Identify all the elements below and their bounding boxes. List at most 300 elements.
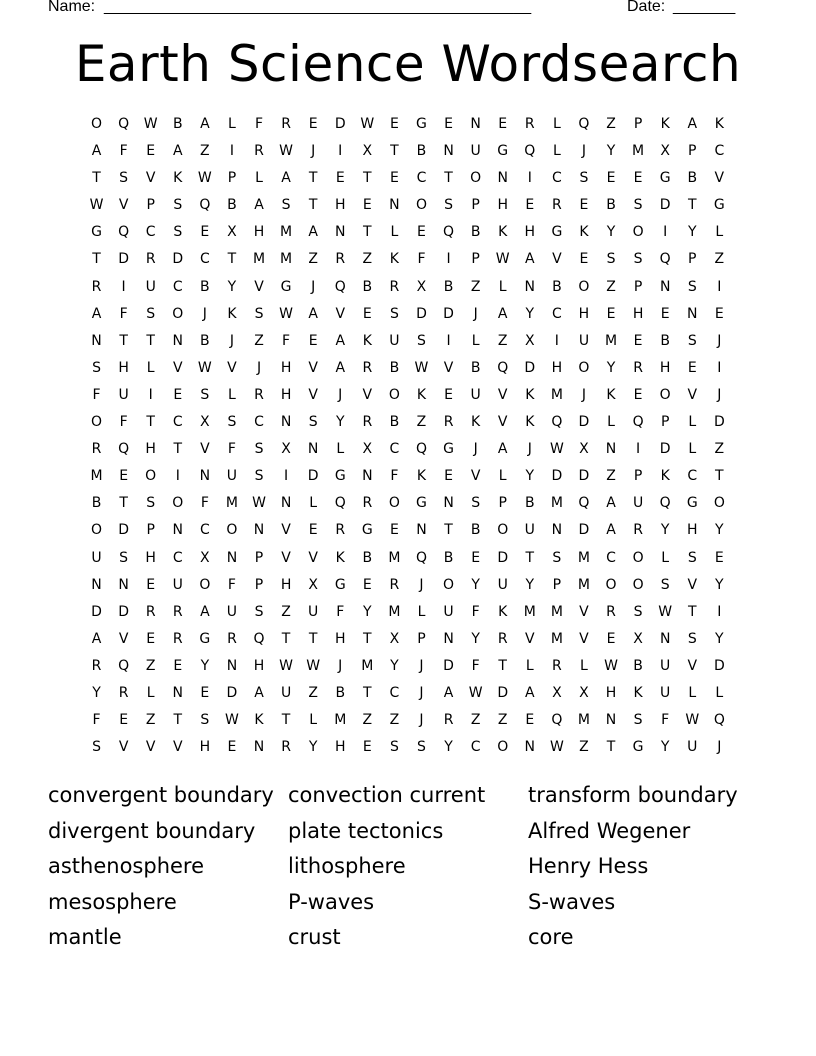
grid-letter[interactable]: A bbox=[308, 305, 318, 322]
grid-letter[interactable]: K bbox=[714, 116, 724, 132]
grid-letter[interactable]: N bbox=[307, 441, 319, 458]
grid-letter[interactable]: R bbox=[552, 197, 562, 214]
grid-letter[interactable]: U bbox=[470, 143, 481, 160]
grid-letter[interactable]: S bbox=[417, 332, 426, 349]
grid-letter[interactable]: U bbox=[524, 522, 535, 539]
grid-letter[interactable]: M bbox=[225, 495, 238, 512]
grid-letter[interactable]: E bbox=[362, 305, 372, 322]
grid-letter[interactable]: S bbox=[227, 414, 237, 431]
grid-letter[interactable]: O bbox=[199, 576, 211, 593]
grid-letter[interactable]: R bbox=[362, 359, 373, 376]
grid-letter[interactable]: T bbox=[308, 630, 318, 647]
grid-letter[interactable]: O bbox=[713, 495, 725, 512]
grid-letter[interactable]: R bbox=[335, 251, 346, 268]
grid-letter[interactable]: E bbox=[714, 549, 724, 566]
grid-letter[interactable]: O bbox=[497, 739, 509, 756]
grid-letter[interactable]: I bbox=[175, 468, 180, 485]
grid-letter[interactable]: L bbox=[417, 603, 426, 620]
grid-letter[interactable]: F bbox=[471, 657, 480, 674]
grid-letter[interactable]: N bbox=[199, 468, 211, 485]
grid-letter[interactable]: Y bbox=[471, 630, 480, 647]
grid-letter[interactable]: I bbox=[338, 143, 343, 160]
grid-letter[interactable]: Q bbox=[253, 630, 265, 647]
grid-letter[interactable]: X bbox=[633, 630, 643, 647]
grid-letter[interactable]: Z bbox=[606, 278, 616, 295]
grid-letter[interactable]: K bbox=[416, 386, 427, 403]
grid-letter[interactable]: M bbox=[280, 251, 293, 268]
grid-letter[interactable]: Y bbox=[606, 359, 616, 376]
grid-letter[interactable]: L bbox=[661, 549, 670, 566]
grid-letter[interactable]: R bbox=[497, 630, 508, 647]
grid-letter[interactable]: Q bbox=[551, 712, 563, 729]
grid-letter[interactable]: G bbox=[280, 278, 292, 295]
grid-letter[interactable]: W bbox=[89, 197, 104, 214]
grid-letter[interactable]: T bbox=[173, 712, 183, 729]
grid-letter[interactable]: O bbox=[632, 576, 644, 593]
grid-letter[interactable]: S bbox=[633, 197, 643, 214]
grid-letter[interactable]: L bbox=[146, 359, 155, 376]
grid-letter[interactable]: Y bbox=[308, 739, 318, 756]
grid-letter[interactable]: M bbox=[388, 603, 401, 620]
grid-letter[interactable]: D bbox=[578, 414, 590, 431]
grid-letter[interactable]: X bbox=[416, 278, 427, 295]
grid-letter[interactable]: T bbox=[173, 441, 183, 458]
grid-letter[interactable]: Y bbox=[715, 576, 724, 593]
grid-letter[interactable]: O bbox=[497, 522, 509, 539]
grid-letter[interactable]: Y bbox=[660, 522, 670, 539]
grid-letter[interactable]: U bbox=[308, 603, 319, 620]
grid-letter[interactable]: C bbox=[687, 468, 698, 485]
grid-letter[interactable]: N bbox=[91, 332, 102, 349]
grid-letter[interactable]: E bbox=[389, 116, 399, 132]
grid-letter[interactable]: X bbox=[281, 441, 291, 458]
grid-letter[interactable]: E bbox=[498, 116, 508, 132]
grid-letter[interactable]: B bbox=[524, 495, 535, 512]
grid-letter[interactable]: V bbox=[714, 170, 725, 187]
grid-letter[interactable]: P bbox=[498, 495, 507, 512]
grid-letter[interactable]: Q bbox=[118, 116, 130, 132]
grid-letter[interactable]: W bbox=[658, 603, 673, 620]
grid-letter[interactable]: G bbox=[551, 224, 563, 241]
grid-letter[interactable]: Q bbox=[659, 495, 671, 512]
grid-letter[interactable]: B bbox=[172, 116, 183, 132]
grid-letter[interactable]: U bbox=[226, 468, 238, 485]
grid-letter[interactable]: V bbox=[525, 630, 535, 647]
grid-letter[interactable]: A bbox=[606, 522, 616, 539]
grid-letter[interactable]: Y bbox=[687, 224, 697, 241]
grid-letter[interactable]: D bbox=[118, 251, 129, 268]
grid-letter[interactable]: T bbox=[227, 251, 237, 268]
grid-letter[interactable]: L bbox=[552, 116, 561, 132]
grid-letter[interactable]: L bbox=[146, 684, 155, 701]
grid-letter[interactable]: N bbox=[497, 170, 508, 187]
grid-letter[interactable]: U bbox=[687, 739, 698, 756]
grid-letter[interactable]: R bbox=[118, 684, 129, 701]
grid-letter[interactable]: G bbox=[91, 224, 102, 241]
grid-letter[interactable]: J bbox=[581, 143, 587, 160]
grid-letter[interactable]: H bbox=[605, 684, 617, 701]
grid-letter[interactable]: Z bbox=[145, 712, 156, 729]
grid-letter[interactable]: H bbox=[551, 359, 563, 376]
grid-letter[interactable]: H bbox=[659, 359, 671, 376]
grid-letter[interactable]: B bbox=[335, 684, 346, 701]
grid-letter[interactable]: Z bbox=[145, 657, 156, 674]
grid-letter[interactable]: J bbox=[419, 576, 424, 593]
grid-letter[interactable]: D bbox=[713, 414, 725, 431]
grid-letter[interactable]: D bbox=[91, 603, 102, 620]
grid-letter[interactable]: S bbox=[254, 603, 264, 620]
grid-letter[interactable]: H bbox=[578, 305, 590, 322]
grid-letter[interactable]: F bbox=[417, 251, 426, 268]
grid-letter[interactable]: B bbox=[389, 359, 400, 376]
grid-letter[interactable]: E bbox=[660, 305, 670, 322]
grid-letter[interactable]: G bbox=[659, 170, 671, 187]
grid-letter[interactable]: A bbox=[308, 224, 318, 241]
grid-letter[interactable]: S bbox=[254, 441, 264, 458]
grid-letter[interactable]: I bbox=[446, 251, 451, 268]
grid-letter[interactable]: F bbox=[227, 441, 236, 458]
grid-letter[interactable]: H bbox=[632, 305, 644, 322]
grid-letter[interactable]: N bbox=[280, 495, 292, 512]
grid-letter[interactable]: G bbox=[334, 468, 346, 485]
grid-letter[interactable]: R bbox=[145, 251, 156, 268]
grid-letter[interactable]: D bbox=[578, 522, 590, 539]
grid-letter[interactable]: D bbox=[659, 197, 671, 214]
grid-letter[interactable]: E bbox=[227, 739, 237, 756]
grid-letter[interactable]: Z bbox=[200, 143, 210, 160]
grid-letter[interactable]: B bbox=[470, 359, 481, 376]
grid-letter[interactable]: Q bbox=[199, 197, 211, 214]
grid-letter[interactable]: Q bbox=[334, 495, 346, 512]
grid-letter[interactable]: V bbox=[172, 739, 183, 756]
grid-letter[interactable]: C bbox=[172, 278, 183, 295]
grid-letter[interactable]: B bbox=[443, 549, 454, 566]
grid-letter[interactable]: I bbox=[717, 359, 722, 376]
grid-letter[interactable]: E bbox=[471, 549, 481, 566]
grid-letter[interactable]: W bbox=[549, 441, 564, 458]
grid-letter[interactable]: E bbox=[606, 305, 616, 322]
grid-letter[interactable]: E bbox=[119, 712, 129, 729]
grid-letter[interactable]: U bbox=[497, 576, 508, 593]
grid-letter[interactable]: J bbox=[527, 441, 532, 458]
grid-letter[interactable]: S bbox=[687, 630, 697, 647]
grid-letter[interactable]: C bbox=[199, 251, 210, 268]
grid-letter[interactable]: O bbox=[578, 278, 590, 295]
grid-letter[interactable]: M bbox=[604, 332, 618, 349]
grid-letter[interactable]: L bbox=[336, 441, 345, 458]
grid-letter[interactable]: H bbox=[524, 224, 536, 241]
grid-letter[interactable]: Q bbox=[497, 359, 509, 376]
grid-letter[interactable]: M bbox=[577, 712, 590, 729]
grid-letter[interactable]: U bbox=[632, 495, 644, 512]
grid-letter[interactable]: R bbox=[443, 712, 454, 729]
grid-letter[interactable]: M bbox=[577, 549, 590, 566]
grid-letter[interactable]: A bbox=[606, 495, 616, 512]
grid-letter[interactable]: J bbox=[717, 739, 722, 756]
grid-letter[interactable]: N bbox=[659, 278, 671, 295]
grid-letter[interactable]: N bbox=[524, 278, 536, 295]
grid-letter[interactable]: M bbox=[550, 495, 563, 512]
grid-letter[interactable]: T bbox=[498, 657, 507, 674]
grid-letter[interactable]: R bbox=[606, 603, 616, 620]
grid-letter[interactable]: F bbox=[254, 116, 264, 132]
grid-letter[interactable]: Z bbox=[416, 414, 427, 431]
grid-letter[interactable]: V bbox=[145, 170, 156, 187]
grid-letter[interactable]: T bbox=[308, 170, 318, 187]
grid-letter[interactable]: R bbox=[524, 116, 535, 132]
grid-letter[interactable]: R bbox=[91, 441, 102, 458]
grid-letter[interactable]: R bbox=[633, 522, 643, 539]
grid-letter[interactable]: M bbox=[90, 468, 103, 485]
grid-letter[interactable]: L bbox=[607, 414, 615, 431]
grid-letter[interactable]: K bbox=[660, 116, 670, 132]
grid-letter[interactable]: C bbox=[254, 414, 264, 431]
grid-letter[interactable]: N bbox=[362, 468, 373, 485]
grid-letter[interactable]: E bbox=[146, 630, 156, 647]
grid-letter[interactable]: B bbox=[200, 278, 210, 295]
grid-letter[interactable]: Q bbox=[551, 414, 563, 431]
grid-letter[interactable]: V bbox=[497, 386, 508, 403]
grid-letter[interactable]: Y bbox=[715, 630, 724, 647]
grid-letter[interactable]: T bbox=[363, 630, 372, 647]
grid-letter[interactable]: U bbox=[470, 386, 481, 403]
grid-letter[interactable]: N bbox=[172, 332, 184, 349]
grid-letter[interactable]: E bbox=[714, 305, 724, 322]
grid-letter[interactable]: D bbox=[497, 549, 509, 566]
grid-letter[interactable]: B bbox=[687, 170, 698, 187]
grid-letter[interactable]: J bbox=[202, 305, 207, 322]
grid-letter[interactable]: E bbox=[389, 170, 399, 187]
grid-letter[interactable]: B bbox=[470, 224, 481, 241]
grid-letter[interactable]: B bbox=[443, 278, 454, 295]
grid-letter[interactable]: K bbox=[606, 386, 616, 403]
date-blank-line[interactable]: _______ bbox=[673, 0, 736, 15]
grid-letter[interactable]: J bbox=[338, 386, 343, 403]
grid-letter[interactable]: R bbox=[552, 657, 562, 674]
grid-letter[interactable]: H bbox=[199, 739, 211, 756]
grid-letter[interactable]: O bbox=[659, 386, 671, 403]
grid-letter[interactable]: T bbox=[363, 224, 372, 241]
grid-letter[interactable]: P bbox=[552, 576, 562, 593]
grid-letter[interactable]: N bbox=[443, 630, 454, 647]
grid-letter[interactable]: S bbox=[146, 305, 156, 322]
grid-letter[interactable]: T bbox=[444, 170, 453, 187]
grid-letter[interactable]: H bbox=[253, 657, 265, 674]
grid-letter[interactable]: N bbox=[118, 576, 129, 593]
grid-letter[interactable]: U bbox=[145, 278, 156, 295]
grid-letter[interactable]: C bbox=[172, 414, 183, 431]
grid-letter[interactable]: K bbox=[498, 603, 508, 620]
grid-letter[interactable]: S bbox=[687, 332, 697, 349]
grid-letter[interactable]: O bbox=[605, 576, 617, 593]
grid-letter[interactable]: X bbox=[200, 414, 210, 431]
grid-letter[interactable]: E bbox=[146, 143, 156, 160]
grid-letter[interactable]: P bbox=[417, 630, 426, 647]
grid-letter[interactable]: E bbox=[606, 630, 616, 647]
grid-letter[interactable]: M bbox=[550, 630, 563, 647]
grid-letter[interactable]: F bbox=[661, 712, 670, 729]
grid-letter[interactable]: V bbox=[687, 386, 698, 403]
grid-letter[interactable]: N bbox=[659, 630, 671, 647]
grid-letter[interactable]: A bbox=[200, 116, 210, 132]
grid-letter[interactable]: O bbox=[415, 197, 427, 214]
grid-letter[interactable]: S bbox=[200, 386, 210, 403]
grid-letter[interactable]: T bbox=[390, 143, 399, 160]
grid-letter[interactable]: N bbox=[91, 576, 102, 593]
grid-letter[interactable]: K bbox=[335, 549, 345, 566]
grid-letter[interactable]: C bbox=[606, 549, 616, 566]
grid-letter[interactable]: Z bbox=[497, 712, 508, 729]
grid-letter[interactable]: O bbox=[91, 414, 103, 431]
grid-letter[interactable]: S bbox=[389, 305, 399, 322]
grid-letter[interactable]: L bbox=[309, 495, 318, 512]
grid-letter[interactable]: S bbox=[552, 549, 562, 566]
grid-letter[interactable]: V bbox=[254, 278, 264, 295]
grid-letter[interactable]: E bbox=[633, 386, 643, 403]
grid-letter[interactable]: T bbox=[363, 684, 372, 701]
grid-letter[interactable]: R bbox=[227, 630, 237, 647]
grid-letter[interactable]: H bbox=[334, 739, 346, 756]
grid-letter[interactable]: L bbox=[688, 414, 697, 431]
grid-letter[interactable]: E bbox=[362, 576, 372, 593]
grid-letter[interactable]: F bbox=[282, 332, 291, 349]
grid-letter[interactable]: A bbox=[443, 684, 454, 701]
grid-letter[interactable]: S bbox=[444, 197, 453, 214]
grid-letter[interactable]: P bbox=[633, 278, 643, 295]
grid-letter[interactable]: A bbox=[91, 630, 102, 647]
grid-letter[interactable]: E bbox=[119, 468, 129, 485]
grid-letter[interactable]: H bbox=[280, 359, 292, 376]
grid-letter[interactable]: N bbox=[172, 522, 184, 539]
grid-letter[interactable]: M bbox=[523, 603, 536, 620]
grid-letter[interactable]: S bbox=[92, 359, 101, 376]
grid-letter[interactable]: E bbox=[308, 116, 318, 132]
grid-letter[interactable]: M bbox=[550, 603, 563, 620]
grid-letter[interactable]: E bbox=[362, 739, 372, 756]
grid-letter[interactable]: X bbox=[362, 441, 373, 458]
grid-letter[interactable]: L bbox=[498, 468, 507, 485]
grid-letter[interactable]: W bbox=[360, 116, 375, 132]
grid-letter[interactable]: W bbox=[279, 305, 293, 322]
grid-letter[interactable]: S bbox=[606, 251, 616, 268]
grid-letter[interactable]: S bbox=[308, 414, 318, 431]
grid-letter[interactable]: I bbox=[636, 441, 641, 458]
grid-letter[interactable]: A bbox=[525, 684, 535, 701]
grid-letter[interactable]: V bbox=[308, 549, 318, 566]
grid-letter[interactable]: V bbox=[552, 251, 562, 268]
grid-letter[interactable]: S bbox=[146, 495, 156, 512]
grid-letter[interactable]: F bbox=[92, 712, 101, 729]
grid-letter[interactable]: J bbox=[311, 143, 316, 160]
grid-letter[interactable]: V bbox=[118, 630, 129, 647]
grid-letter[interactable]: Z bbox=[470, 278, 481, 295]
grid-letter[interactable]: T bbox=[119, 495, 128, 512]
grid-letter[interactable]: J bbox=[473, 441, 478, 458]
grid-letter[interactable]: O bbox=[578, 359, 590, 376]
grid-letter[interactable]: G bbox=[713, 197, 725, 214]
grid-letter[interactable]: G bbox=[361, 522, 373, 539]
grid-letter[interactable]: V bbox=[118, 197, 129, 214]
grid-letter[interactable]: R bbox=[172, 630, 183, 647]
grid-letter[interactable]: K bbox=[254, 712, 264, 729]
grid-letter[interactable]: R bbox=[145, 603, 156, 620]
grid-letter[interactable]: K bbox=[525, 386, 535, 403]
grid-letter[interactable]: F bbox=[336, 603, 345, 620]
grid-letter[interactable]: W bbox=[225, 712, 239, 729]
grid-letter[interactable]: U bbox=[660, 657, 671, 674]
grid-letter[interactable]: V bbox=[308, 386, 318, 403]
grid-letter[interactable]: S bbox=[173, 197, 183, 214]
grid-letter[interactable]: R bbox=[281, 739, 291, 756]
grid-letter[interactable]: C bbox=[199, 522, 210, 539]
grid-letter[interactable]: Y bbox=[444, 739, 453, 756]
grid-letter[interactable]: A bbox=[687, 116, 698, 132]
grid-letter[interactable]: F bbox=[200, 495, 209, 512]
grid-letter[interactable]: X bbox=[362, 143, 373, 160]
grid-letter[interactable]: T bbox=[92, 170, 101, 187]
grid-letter[interactable]: N bbox=[605, 441, 617, 458]
grid-letter[interactable]: N bbox=[551, 522, 563, 539]
grid-letter[interactable]: O bbox=[91, 522, 103, 539]
grid-letter[interactable]: C bbox=[551, 305, 562, 322]
grid-letter[interactable]: B bbox=[416, 143, 427, 160]
grid-letter[interactable]: M bbox=[334, 712, 347, 729]
grid-letter[interactable]: N bbox=[226, 657, 238, 674]
grid-letter[interactable]: Z bbox=[606, 116, 616, 132]
grid-letter[interactable]: T bbox=[308, 197, 318, 214]
grid-letter[interactable]: V bbox=[497, 414, 508, 431]
grid-letter[interactable]: L bbox=[228, 386, 236, 403]
grid-letter[interactable]: V bbox=[118, 739, 129, 756]
grid-letter[interactable]: J bbox=[311, 278, 316, 295]
grid-letter[interactable]: D bbox=[497, 684, 509, 701]
grid-letter[interactable]: Y bbox=[715, 522, 724, 539]
grid-letter[interactable]: X bbox=[389, 630, 400, 647]
grid-letter[interactable]: L bbox=[688, 684, 697, 701]
grid-letter[interactable]: V bbox=[281, 522, 291, 539]
grid-letter[interactable]: P bbox=[688, 251, 697, 268]
grid-letter[interactable]: B bbox=[200, 332, 210, 349]
grid-letter[interactable]: A bbox=[200, 603, 210, 620]
grid-letter[interactable]: Z bbox=[308, 684, 318, 701]
grid-letter[interactable]: N bbox=[389, 197, 400, 214]
grid-letter[interactable]: V bbox=[470, 468, 481, 485]
grid-letter[interactable]: E bbox=[308, 332, 318, 349]
grid-letter[interactable]: P bbox=[146, 522, 155, 539]
grid-letter[interactable]: K bbox=[227, 305, 237, 322]
grid-letter[interactable]: F bbox=[471, 603, 480, 620]
grid-letter[interactable]: E bbox=[444, 386, 453, 403]
grid-letter[interactable]: W bbox=[495, 251, 510, 268]
grid-letter[interactable]: U bbox=[226, 603, 238, 620]
grid-letter[interactable]: D bbox=[551, 468, 563, 485]
grid-letter[interactable]: H bbox=[253, 224, 265, 241]
grid-letter[interactable]: J bbox=[256, 359, 262, 376]
grid-letter[interactable]: K bbox=[633, 684, 643, 701]
grid-letter[interactable]: F bbox=[119, 414, 128, 431]
grid-letter[interactable]: L bbox=[471, 332, 480, 349]
grid-letter[interactable]: A bbox=[335, 359, 346, 376]
grid-letter[interactable]: Y bbox=[660, 739, 670, 756]
grid-letter[interactable]: R bbox=[254, 143, 264, 160]
grid-letter[interactable]: E bbox=[200, 684, 210, 701]
grid-letter[interactable]: F bbox=[390, 468, 399, 485]
grid-letter[interactable]: Y bbox=[363, 603, 372, 620]
grid-letter[interactable]: G bbox=[334, 576, 346, 593]
grid-letter[interactable]: Z bbox=[389, 712, 400, 729]
grid-letter[interactable]: V bbox=[687, 576, 698, 593]
grid-letter[interactable]: H bbox=[118, 359, 129, 376]
